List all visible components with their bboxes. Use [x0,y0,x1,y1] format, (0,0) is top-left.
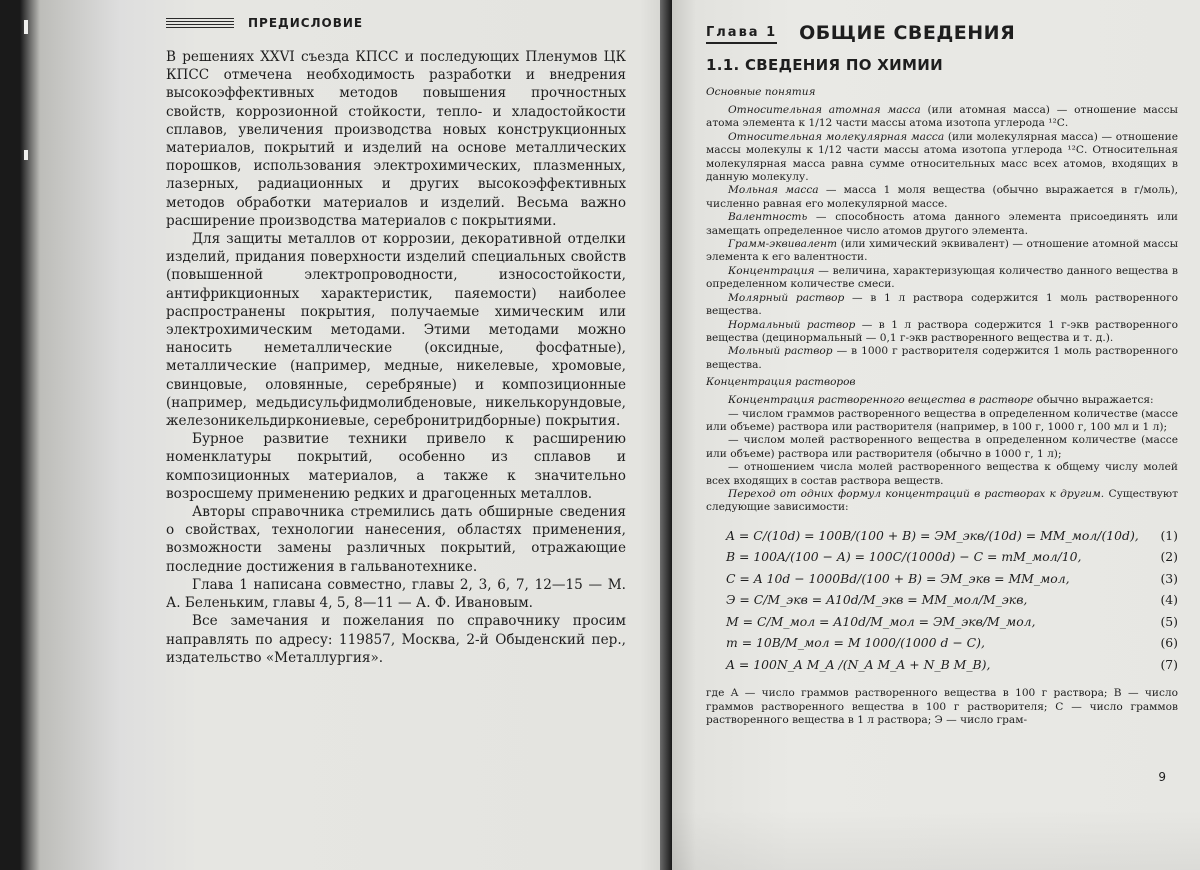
running-head-title: ПРЕДИСЛОВИЕ [248,16,364,30]
definition-text: (или молекулярная масса) — отношение массы молекулы к 1/12 части массы атома изотопа углерода ¹²С. Относительная молекулярная масса равна сумме относительных масс всех атомов, входящих в данную молекулу. [706,130,1178,184]
formula-number: (3) [1160,570,1178,586]
chapter-label: Глава 1 [706,25,777,44]
definition [706,104,1178,131]
formula-number: (2) [1160,549,1178,565]
formula-number: (7) [1160,656,1178,672]
legend-block [706,687,1178,727]
definition [706,238,1178,265]
formula-expression: A = 100N_A M_A /(N_A M_A + N_B M_B), [726,656,991,672]
concentration-intro-text: обычно выражается: [1033,394,1154,407]
definition-term: Концентрация [728,264,815,277]
formula-row [706,589,1178,611]
preface-paragraph: Глава 1 написана совместно, главы 2, 3, 6, 7, 12—15 — М. А. Беленьким, главы 4, 5, 8—11 — А. Ф. Ивановым. [166,576,626,612]
subhead-basic-concepts: Основные понятия [706,86,816,98]
page-number: 9 [1158,770,1166,784]
definition-text: — способность атома данного элемента присоединять или замещать определенное число атомов другого элемента. [706,211,1178,237]
definition-term: Молярный раствор [728,291,845,304]
page-edge-mark [24,20,28,34]
formula-expression: A = C/(10d) = 100B/(100 + B) = ЭM_экв/(10d) = MM_мол/(10d), [726,527,1139,543]
definitions-block [706,86,1178,515]
definition [706,345,1178,372]
definition-term: Нормальный раствор [728,318,856,331]
formula-number: (6) [1160,635,1178,651]
concentration-intro-term: Концентрация растворенного вещества в растворе [728,394,1034,407]
definition [706,292,1178,319]
running-head-rules [166,18,234,28]
definition [706,131,1178,185]
definition-text: (или химический эквивалент) — отношение атомной массы элемента к его валентности. [706,238,1178,264]
preface-paragraph: Для защиты металлов от коррозии, декоративной отделки изделий, придания поверхности изделий специальных свойств (повышенной электропроводности, износостойкости, антифрикционных характеристик, паяемости) наиболее распространены покрытия, получаемые химическим или электрохимическим методами. Этими методами можно наносить неметаллические (оксидные, фосфатные), металлические (например, медные, никелевые, хромовые, свинцовые, оловянные, серебряные) и композиционные (например, медьдисульфидмолибденовые, никелькорундовые, железоникельдиркониевые, серебронитридборные) покрытия. [166,231,626,430]
definition-term: Валентность [728,211,808,224]
page-edge-mark [24,150,28,160]
concentration-intro [706,394,1178,407]
preface-paragraph: Бурное развитие техники привело к расширению номенклатуры покрытий, особенно из сплавов и композиционных материалов, а также к значительно возросшему применению редких и драгоценных металлов. [166,431,626,502]
concentration-item: — числом молей растворенного вещества в определенном количестве (массе или объеме) раствора или растворителя (обычно в 1000 г, 1 л); [706,434,1178,460]
definition [706,184,1178,211]
formula-row [706,568,1178,590]
definition-term: Грамм-эквивалент [728,238,838,251]
running-head [166,16,626,30]
definition-text: — в 1000 г растворителя содержится 1 моль растворенного вещества. [706,345,1179,371]
preface-paragraph: В решениях XXVI съезда КПСС и последующих Пленумов ЦК КПСС отмечена необходимость разработки и внедрения высокоэффективных методов повышения прочностных свойств, коррозионной стойкости, тепло- и хладостойкости сплавов, увеличения производства новых конструкционных материалов, покрытий и изделий на основе металлических порошков, использования электрохимических, плазменных, лазерных, радиационных и других высокоэффективных методов обработки материалов и изделий. Весьма важно расширение производства материалов с покрытиями. [166,49,626,229]
definition [706,211,1178,238]
page-bottom-shadow [672,810,1200,870]
definition-term: Относительная молекулярная масса [728,130,945,143]
formula-number: (5) [1160,613,1178,629]
formula-number: (1) [1160,527,1178,543]
subhead-solution-concentration: Концентрация растворов [706,376,856,389]
definition [706,265,1178,292]
section-title: 1.1. СВЕДЕНИЯ ПО ХИМИИ [706,56,943,74]
formula-expression: B = 100A/(100 − A) = 100C/(1000d) − C = mM_мол/10, [726,549,1082,565]
transition-text: Существуют следующие зависимости: [706,487,1178,514]
formula-legend-text: где A — число граммов растворенного вещества в 100 г раствора; B — число граммов растворенного вещества в 100 г растворителя; C — число граммов растворенного вещества в 1 л раствора; Э — число грам- [706,687,1178,727]
formula-row [706,632,1178,654]
definition-term: Мольная масса [728,184,819,197]
definition-text: — в 1 л раствора содержится 1 моль растворенного вещества. [706,291,1178,318]
transition-paragraph [706,488,1178,515]
chapter-heading [706,22,1178,44]
definition [706,319,1178,346]
formula-row [706,546,1178,568]
formula-row [706,611,1178,633]
formula-row [706,525,1178,547]
definition-text: — величина, характеризующая количество данного вещества в определенном количестве смеси. [706,264,1178,291]
formula-expression: C = A 10d − 1000Bd/(100 + B) = ЭM_экв = MM_мол, [726,570,1070,586]
formula-number: (4) [1160,592,1178,608]
preface-paragraph: Авторы справочника стремились дать обширные сведения о свойствах, технологии нанесения, областях применения, возможности замены различных покрытий, отражающие последние достижения в гальванотехнике. [166,504,626,575]
transition-term: Переход от одних формул концентраций в растворах к другим. [728,487,1105,500]
formula-expression: Э = C/M_экв = A10d/M_экв = MM_мол/M_экв, [726,592,1028,608]
definition-text: — масса 1 моля вещества (обычно выражается в г/моль), численно равная его молекулярной массе. [706,184,1178,210]
definition-term: Мольный раствор [728,345,833,358]
right-page [672,0,1200,870]
formulas-block [706,525,1178,676]
concentration-item: — числом граммов растворенного вещества в определенном количестве (массе или объеме) раствора или растворителя (например, в 100 г, 1000 г, 100 мл и 1 л); [706,407,1178,433]
chapter-title: ОБЩИЕ СВЕДЕНИЯ [799,22,1016,44]
formula-expression: m = 10B/M_мол = M 1000/(1000 d − C), [726,635,985,651]
definition-text: — в 1 л раствора содержится 1 г-экв растворенного вещества (децинормальный — 0,1 г-экв растворенного вещества и т. д.). [706,318,1178,344]
definition-text: (или атомная масса) — отношение массы атома элемента к 1/12 части массы атома изотопа углерода ¹²С. [706,104,1178,130]
formula-expression: M = C/M_мол = A10d/M_мол = ЭM_экв/M_мол, [726,613,1036,629]
formula-row [706,654,1178,676]
preface-body [166,48,626,667]
definition-term: Относительная атомная масса [728,104,921,116]
preface-paragraph: Все замечания и пожелания по справочнику просим направлять по адресу: 119857, Москва, 2-й Обыденский пер., издательство «Металлургия». [166,613,626,666]
concentration-item: — отношением числа молей растворенного вещества к общему числу молей всех входящих в состав раствора веществ. [706,461,1178,487]
